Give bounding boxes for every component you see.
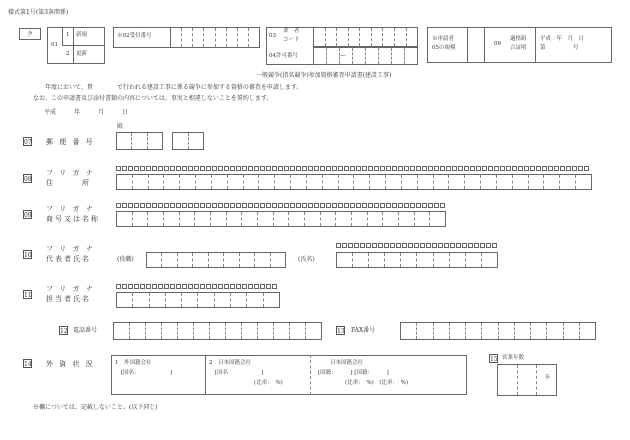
phone-label: 電話番号 xyxy=(73,327,98,334)
scale-input[interactable] xyxy=(467,27,485,63)
years-business-label: 営業年数 xyxy=(502,355,525,361)
cert-label2: 合証明 xyxy=(510,45,527,51)
option-new-num: 1 xyxy=(66,32,70,38)
intro-line-1: 年度において、貴 で行われる建設工事に係る競争に参加する資格の審査を申請します。 xyxy=(45,84,303,91)
field-13-num: 13 xyxy=(337,328,345,335)
trade-code-num: 03 xyxy=(269,33,276,39)
foreign-status-label: 外 資 状 況 xyxy=(46,360,95,368)
rep-role-label: (役職) xyxy=(117,256,134,263)
divider xyxy=(535,27,536,63)
company-furigana-boxes[interactable] xyxy=(116,203,446,208)
postal-code-label: 郵 便 番 号 xyxy=(46,138,95,146)
divider xyxy=(310,355,311,395)
footnote: ※欄については、記載しないこと。(以下同じ) xyxy=(33,404,158,411)
japan-company2-country: [国籍： ] [国籍： ] xyxy=(318,370,389,376)
trade-code-cells[interactable] xyxy=(313,27,418,47)
option-renew-num: 2 xyxy=(66,51,70,57)
field-14-num: 14 xyxy=(24,361,32,368)
code-01: 01 xyxy=(51,42,58,48)
ku-box xyxy=(19,28,41,40)
rep-furigana-label: フ リ ガ ナ xyxy=(46,245,95,253)
address-furigana-boxes[interactable] xyxy=(116,166,590,171)
japan-company-ratio: (比率： %) xyxy=(254,380,283,386)
scale-label1: ※申請者 xyxy=(432,36,455,42)
field-15-num: 15 xyxy=(490,356,498,363)
permit-number-cells[interactable] xyxy=(313,47,418,65)
permit-dash: ― xyxy=(340,53,346,59)
cert-num: 06 xyxy=(494,41,501,47)
phone-input[interactable] xyxy=(113,322,322,340)
postal-code-part2[interactable] xyxy=(172,132,204,150)
fax-label: FAX番号 xyxy=(351,327,376,334)
foreign-company-title[interactable]: 1 外国籍会社 xyxy=(115,360,152,366)
rep-name-prefix: (氏名) xyxy=(298,256,315,263)
rep-furigana-boxes[interactable] xyxy=(336,243,498,248)
divider xyxy=(205,355,206,395)
foreign-company-country: [国名： ] xyxy=(121,370,173,376)
company-furigana-label: フ リ ガ ナ xyxy=(46,205,95,213)
postal-code-part1[interactable] xyxy=(116,132,163,150)
rep-role-input[interactable] xyxy=(146,252,286,268)
field-12-num: 12 xyxy=(60,328,68,335)
cert-no: 第 号 xyxy=(540,45,579,51)
japan-company2-title[interactable]: 日本国籍会社 xyxy=(330,360,364,366)
addressee: 殿 xyxy=(117,123,124,130)
divider xyxy=(73,27,74,64)
trade-code-label1: 業 者 xyxy=(283,28,300,34)
japan-company-country: [国名 ] xyxy=(215,370,264,376)
receipt-number-cells[interactable] xyxy=(170,27,260,48)
scale-label2: 05の規模 xyxy=(432,45,456,51)
contact-furigana-boxes[interactable] xyxy=(116,284,278,289)
field-08-num: 08 xyxy=(24,176,32,183)
contact-name-label: 担当者氏名 xyxy=(46,295,91,303)
address-furigana-label: フ リ ガ ナ xyxy=(46,169,95,177)
field-09-num: 09 xyxy=(24,212,32,219)
address-input[interactable] xyxy=(116,174,592,190)
rep-name-input[interactable] xyxy=(336,252,498,268)
contact-furigana-label: フ リ ガ ナ xyxy=(46,285,95,293)
contact-name-input[interactable] xyxy=(116,292,280,308)
japan-company2-ratio: (比率： %) (比率： %) xyxy=(345,380,409,386)
field-11-num: 11 xyxy=(24,292,32,299)
option-renew-label: 更新 xyxy=(76,51,88,57)
cert-label1: 適格組 xyxy=(510,36,527,42)
cert-date: 平成 年 月 日 xyxy=(540,36,585,42)
receipt-number-label: ※02受付番号 xyxy=(117,33,152,39)
address-label: 住 所 xyxy=(46,179,91,187)
form-label: 様式第1号(第3条関係) xyxy=(8,9,69,16)
trade-code-label2: コード xyxy=(283,37,300,43)
permit-number-label: 04許可番号 xyxy=(269,53,298,59)
ku-label: ク xyxy=(26,30,34,38)
fax-input[interactable] xyxy=(400,322,596,340)
field-10-num: 10 xyxy=(24,252,32,259)
rep-name-label: 代表者氏名 xyxy=(46,255,91,263)
form-title: 一般競争(指名競争)参加資格審査申請書(建設工事) xyxy=(256,72,392,79)
company-name-input[interactable] xyxy=(116,211,446,227)
years-unit: 年 xyxy=(545,375,551,381)
japan-company-title[interactable]: 2 日本国籍会社 xyxy=(209,360,251,366)
option-new-label: 新規 xyxy=(76,32,88,38)
intro-line-2: なお、この申請書及び添付書類の内容については、事実と相違しないことを誓約します。 xyxy=(33,95,273,102)
company-name-label: 商号又は名称 xyxy=(46,215,100,223)
date-line: 平成 年 月 日 xyxy=(44,109,129,116)
field-07-num: 07 xyxy=(24,139,32,146)
